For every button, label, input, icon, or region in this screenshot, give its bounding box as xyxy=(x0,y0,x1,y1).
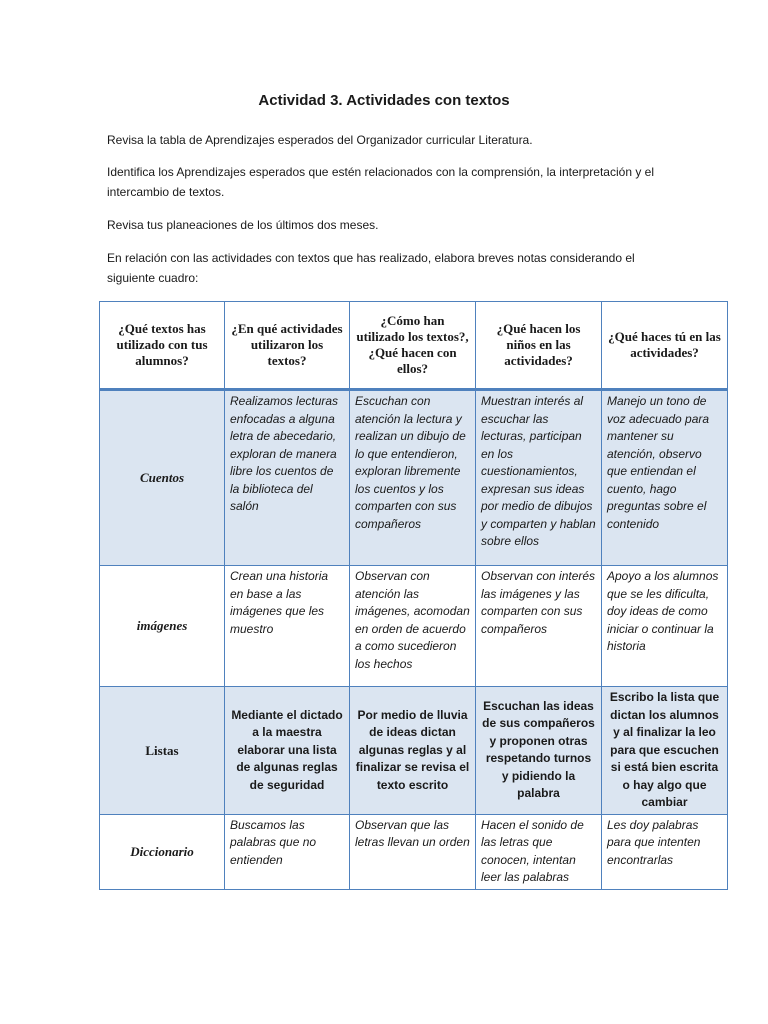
table-cell: Escuchan las ideas de sus compañeros y proponen otras respetando turnos y pidiendo la palabra xyxy=(476,687,602,815)
row-label-diccionario: Diccionario xyxy=(100,814,225,889)
table-cell: Apoyo a los alumnos que se les dificulta, doy ideas de como iniciar o continuar la historia xyxy=(602,566,728,687)
table-cell: Buscamos las palabras que no entienden xyxy=(225,814,350,889)
table-cell: Por medio de lluvia de ideas dictan algunas reglas y al finalizar se revisa el texto escrito xyxy=(350,687,476,815)
header-teacher-does: ¿Qué haces tú en las actividades? xyxy=(602,302,728,390)
row-label-cuentos: Cuentos xyxy=(100,390,225,566)
instruction-paragraph-4: En relación con las actividades con textos que has realizado, elabora breves notas considerando el siguiente cuadro: xyxy=(107,251,635,285)
header-activities: ¿En qué actividades utilizaron los textos? xyxy=(225,302,350,390)
row-label-listas: Listas xyxy=(100,687,225,815)
row-label-imagenes: imágenes xyxy=(100,566,225,687)
instruction-paragraph-3: Revisa tus planeaciones de los últimos dos meses. xyxy=(107,218,379,232)
table-cell: Observan con interés las imágenes y las comparten con sus compañeros xyxy=(476,566,602,687)
instruction-paragraph-1: Revisa la tabla de Aprendizajes esperados del Organizador curricular Literatura. xyxy=(107,133,533,147)
document-title: Actividad 3. Actividades con textos xyxy=(258,92,510,109)
table-cell: Hacen el sonido de las letras que conocen, intentan leer las palabras xyxy=(476,814,602,889)
table-row xyxy=(100,390,728,566)
table-cell: Escuchan con atención la lectura y realizan un dibujo de lo que entendieron, exploran libremente los cuentos y los comparten con sus compañeros xyxy=(350,390,476,566)
table-cell: Manejo un tono de voz adecuado para mantener su atención, observo que entiendan el cuento, hago preguntas sobre el contenido xyxy=(602,390,728,566)
instruction-paragraph-2: Identifica los Aprendizajes esperados que estén relacionados con la comprensión, la interpretación y el intercambio de textos. xyxy=(107,165,654,199)
table-cell: Les doy palabras para que intenten encontrarlas xyxy=(602,814,728,889)
header-children-do: ¿Qué hacen los niños en las actividades? xyxy=(476,302,602,390)
table-row xyxy=(100,814,728,889)
header-how-used: ¿Cómo han utilizado los textos?, ¿Qué hacen con ellos? xyxy=(350,302,476,390)
table-cell: Realizamos lecturas enfocadas a alguna letra de abecedario, exploran de manera libre los cuentos de la biblioteca del salón xyxy=(225,390,350,566)
table-cell: Escribo la lista que dictan los alumnos y al finalizar la leo para que escuchen si está bien escrita o hay algo que cambiar xyxy=(602,687,728,815)
header-texts-used: ¿Qué textos has utilizado con tus alumnos? xyxy=(100,302,225,390)
table-row xyxy=(100,687,728,815)
table-row xyxy=(100,566,728,687)
table-header-row xyxy=(100,302,728,390)
table-cell: Mediante el dictado a la maestra elaborar una lista de algunas reglas de seguridad xyxy=(225,687,350,815)
table-cell: Observan que las letras llevan un orden xyxy=(350,814,476,889)
table-cell: Observan con atención las imágenes, acomodan en orden de acuerdo a como sucedieron los hechos xyxy=(350,566,476,687)
activities-table xyxy=(99,301,728,890)
table-cell: Crean una historia en base a las imágenes que les muestro xyxy=(225,566,350,687)
table-cell: Muestran interés al escuchar las lecturas, participan en los cuestionamientos, expresan sus ideas por medio de dibujos y comparten y hablan sobre ellos xyxy=(476,390,602,566)
